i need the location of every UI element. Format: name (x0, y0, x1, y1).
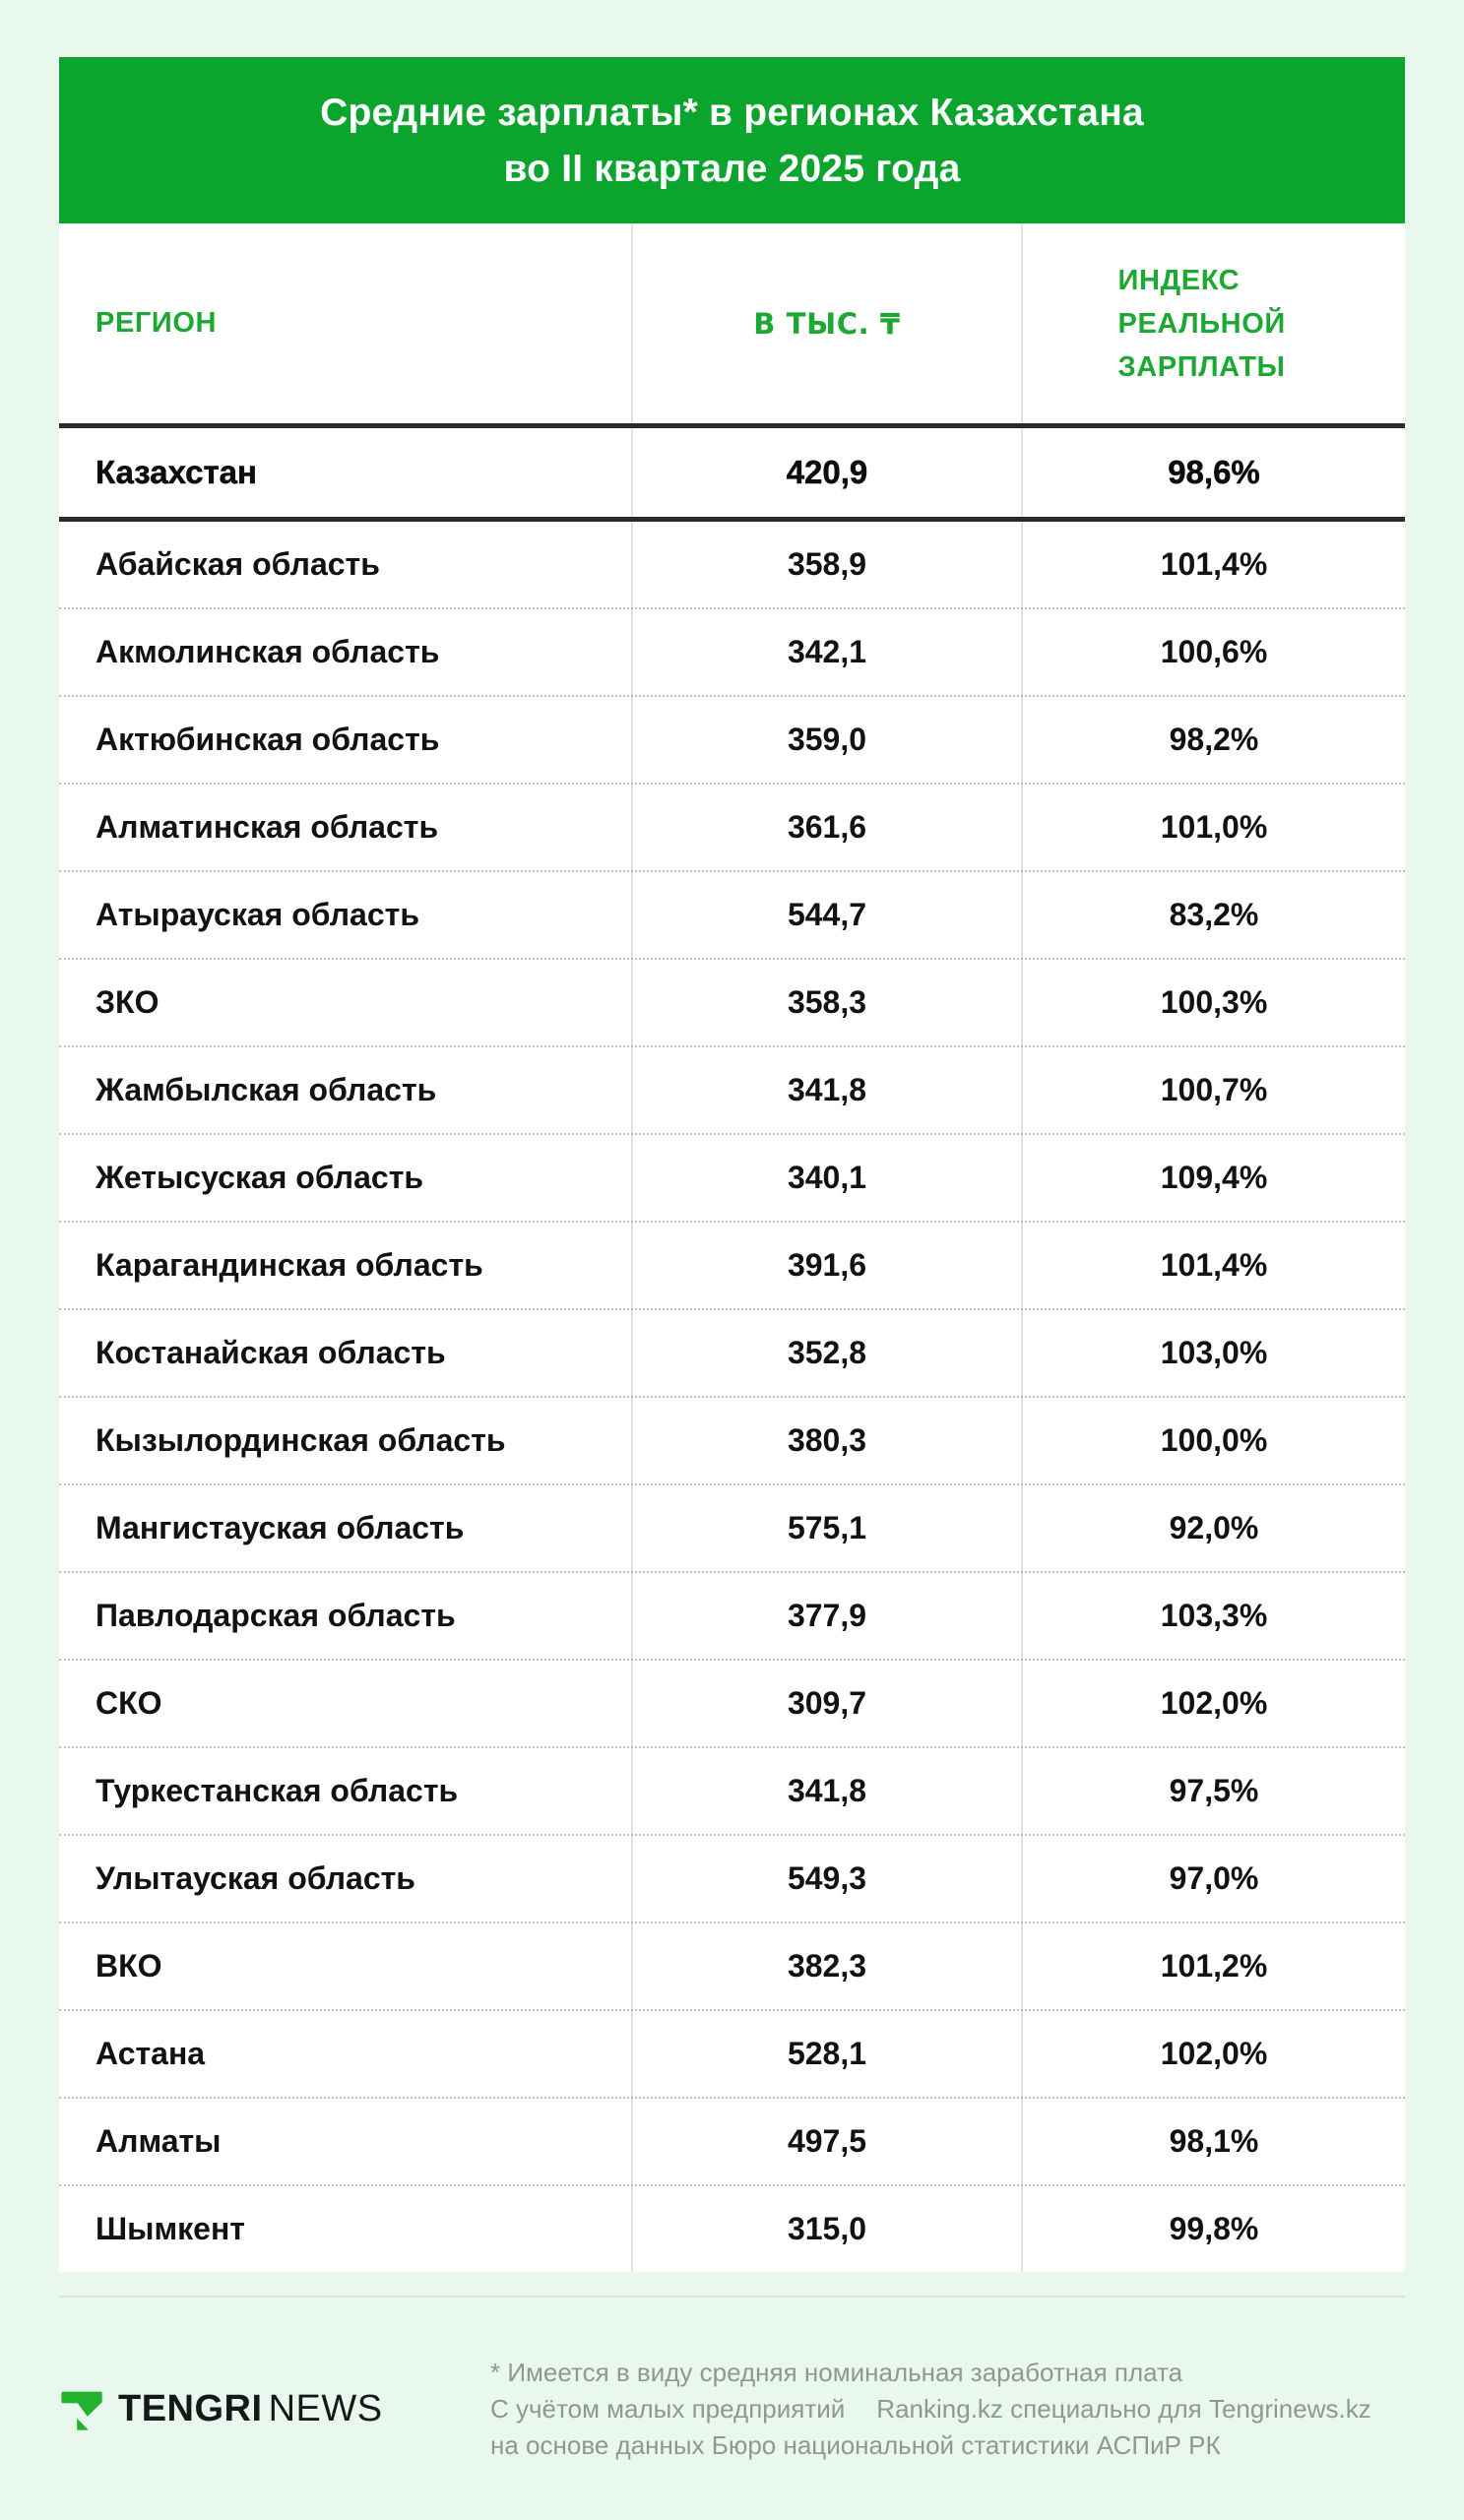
salary-value: 358,9 (631, 522, 1021, 607)
region-name: Алматинская область (95, 809, 439, 845)
tengrinews-flag-icon (59, 2387, 104, 2432)
tengrinews-wordmark (118, 2388, 383, 2430)
region-name: Акмолинская область (95, 634, 440, 669)
salary-value: 380,3 (631, 1398, 1021, 1483)
index-value: 101,0% (1021, 785, 1405, 870)
table-row (59, 1571, 1405, 1659)
region-name: Костанайская область (95, 1335, 446, 1370)
region-name: Алматы (95, 2123, 222, 2159)
total-salary: 420,9 (631, 428, 1021, 517)
table-row (59, 1922, 1405, 2009)
region-name: Шымкент (95, 2211, 245, 2246)
index-value: 97,0% (1021, 1836, 1405, 1922)
table-row (59, 1834, 1405, 1922)
table-row (59, 1308, 1405, 1396)
table-row (59, 522, 1405, 607)
index-value: 98,1% (1021, 2099, 1405, 2184)
salary-table (59, 223, 1405, 2272)
salary-value: 575,1 (631, 1485, 1021, 1571)
footnote-line-2b: Ranking.kz специально для Tengrinews.kz (876, 2394, 1371, 2424)
region-name: ЗКО (95, 984, 159, 1020)
index-value: 101,2% (1021, 1923, 1405, 2009)
index-value: 109,4% (1021, 1135, 1405, 1221)
title-banner (59, 57, 1405, 223)
footer (59, 2355, 1405, 2464)
footnote-line-2a: С учётом малых предприятий (490, 2394, 846, 2424)
table-body (59, 522, 1405, 2272)
salary-value: 391,6 (631, 1223, 1021, 1308)
index-value: 98,2% (1021, 697, 1405, 783)
index-value: 97,5% (1021, 1748, 1405, 1834)
table-row (59, 2009, 1405, 2097)
salary-value: 341,8 (631, 1748, 1021, 1834)
region-name: ВКО (95, 1948, 162, 1984)
region-name: Карагандинская область (95, 1247, 483, 1283)
salary-value: 340,1 (631, 1135, 1021, 1221)
region-name: Жамбылская область (95, 1072, 437, 1107)
index-value: 103,3% (1021, 1573, 1405, 1659)
salary-value: 497,5 (631, 2099, 1021, 2184)
salary-value: 377,9 (631, 1573, 1021, 1659)
index-value: 92,0% (1021, 1485, 1405, 1571)
salary-value: 352,8 (631, 1310, 1021, 1396)
column-header-salary: В ТЫС. ₸ (631, 223, 1021, 423)
region-name: Мангистауская область (95, 1510, 465, 1545)
region-name: Актюбинская область (95, 722, 440, 757)
total-index: 98,6% (1021, 428, 1405, 517)
table-row (59, 1396, 1405, 1483)
table-row (59, 783, 1405, 870)
region-name: СКО (95, 1685, 162, 1721)
salary-value: 528,1 (631, 2011, 1021, 2097)
index-value: 100,0% (1021, 1398, 1405, 1483)
footnote (490, 2355, 1405, 2464)
logo-text-tengri: TENGRI (118, 2388, 263, 2429)
region-name: Жетысуская область (95, 1160, 424, 1195)
salary-value: 358,3 (631, 960, 1021, 1045)
index-value: 103,0% (1021, 1310, 1405, 1396)
salary-value: 549,3 (631, 1836, 1021, 1922)
salary-value: 544,7 (631, 872, 1021, 958)
salary-value: 309,7 (631, 1661, 1021, 1746)
column-header-index-label: ИНДЕКС РЕАЛЬНОЙ ЗАРПЛАТЫ (1117, 264, 1286, 383)
index-value: 99,8% (1021, 2186, 1405, 2272)
table-row (59, 2097, 1405, 2184)
region-name: Улытауская область (95, 1860, 415, 1896)
index-value: 102,0% (1021, 2011, 1405, 2097)
index-value: 102,0% (1021, 1661, 1405, 1746)
table-row (59, 1045, 1405, 1133)
table-row (59, 1659, 1405, 1746)
table-row (59, 870, 1405, 958)
table-row (59, 1221, 1405, 1308)
column-header-index (1021, 223, 1405, 423)
region-name: Абайская область (95, 546, 380, 582)
index-value: 100,7% (1021, 1047, 1405, 1133)
table-row (59, 1746, 1405, 1834)
infographic-card (59, 57, 1405, 2272)
table-row (59, 1133, 1405, 1221)
index-value: 100,6% (1021, 609, 1405, 695)
salary-value: 341,8 (631, 1047, 1021, 1133)
table-header-row (59, 223, 1405, 423)
region-name: Кызылординская область (95, 1422, 506, 1458)
region-name: Туркестанская область (95, 1773, 459, 1808)
total-region: Казахстан (95, 454, 257, 490)
region-name: Астана (95, 2036, 206, 2071)
index-value: 101,4% (1021, 1223, 1405, 1308)
table-row (59, 958, 1405, 1045)
region-name: Павлодарская область (95, 1598, 456, 1633)
tengrinews-logo (59, 2387, 490, 2432)
table-row (59, 607, 1405, 695)
table-row (59, 1483, 1405, 1571)
salary-value: 361,6 (631, 785, 1021, 870)
salary-value: 342,1 (631, 609, 1021, 695)
salary-value: 359,0 (631, 697, 1021, 783)
salary-value: 382,3 (631, 1923, 1021, 2009)
index-value: 83,2% (1021, 872, 1405, 958)
index-value: 101,4% (1021, 522, 1405, 607)
salary-value: 315,0 (631, 2186, 1021, 2272)
title-line-1: Средние зарплаты* в регионах Казахстана (320, 91, 1144, 134)
footnote-line-3: на основе данных Бюро национальной статистики АСПиР РК (490, 2430, 1221, 2460)
table-row (59, 695, 1405, 783)
footnote-line-1: * Имеется в виду средняя номинальная заработная плата (490, 2358, 1183, 2387)
footnote-line-2 (490, 2391, 1405, 2427)
index-value: 100,3% (1021, 960, 1405, 1045)
table-row (59, 2184, 1405, 2272)
title-line-2: во II квартале 2025 года (503, 147, 961, 190)
logo-text-news: NEWS (268, 2388, 383, 2429)
region-name: Атырауская область (95, 897, 419, 932)
total-row-kazakhstan (59, 428, 1405, 517)
column-header-region: РЕГИОН (95, 307, 218, 339)
footer-divider (59, 2296, 1405, 2298)
